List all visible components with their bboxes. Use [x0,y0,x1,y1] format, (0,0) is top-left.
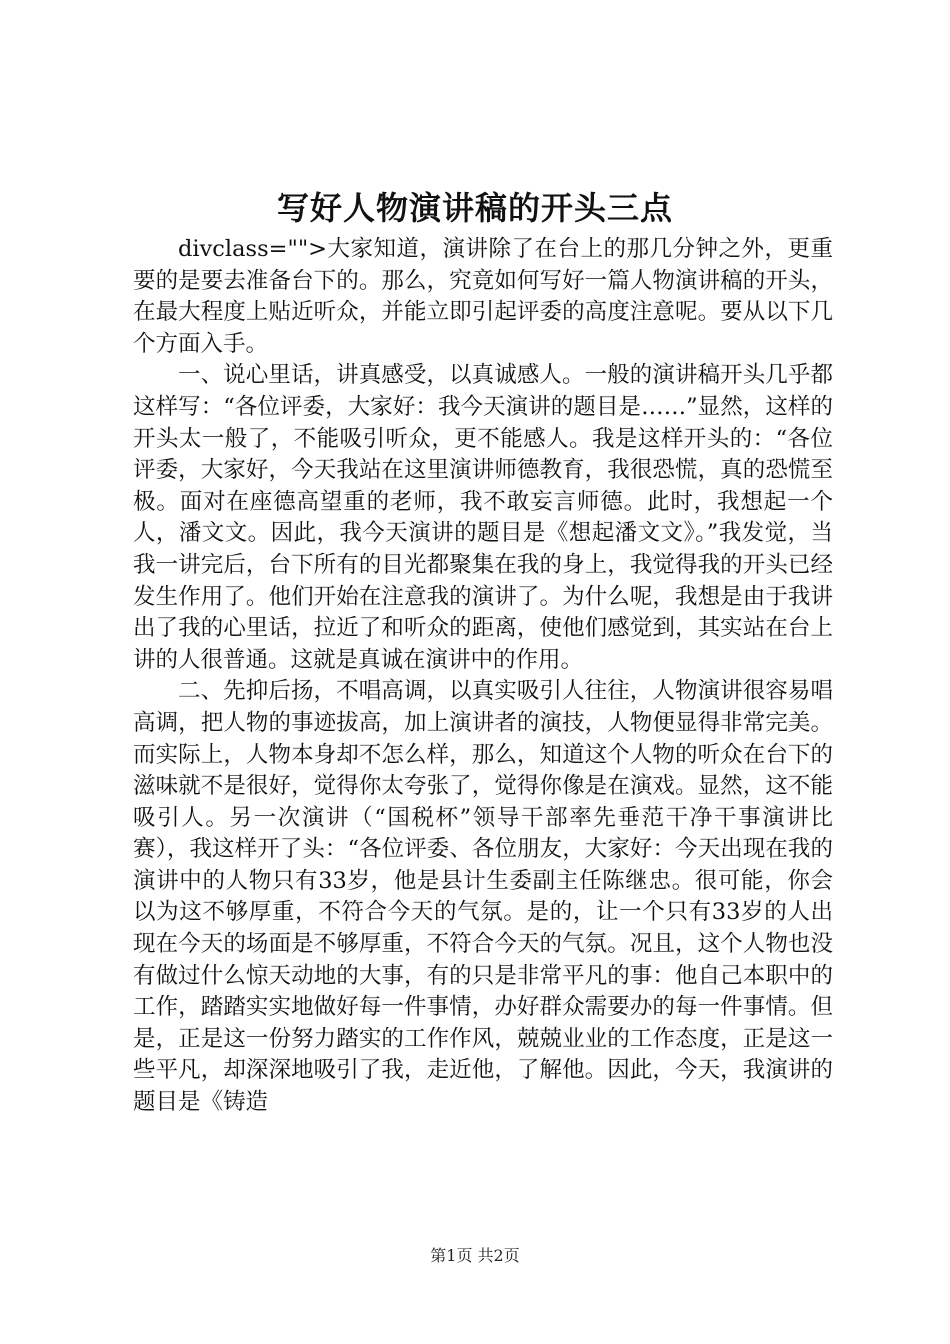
document-body [133,234,833,1119]
paragraph-point-two: 二、先抑后扬，不唱高调，以真实吸引人往往，人物演讲很容易唱高调，把人物的事迹拔高，加上演讲者的演技，人物便显得非常完美。而实际上，人物本身却不怎么样，那么，知道这个人物的听众在台下的滋味就不是很好，觉得你太夸张了，觉得你像是在演戏。显然，这不能吸引人。另一次演讲（“国税杯”领导干部率先垂范干净干事演讲比赛），我这样开了头：“各位评委、各位朋友，大家好：今天出现在我的演讲中的人物只有33岁，他是县计生委副主任陈继忠。很可能，你会以为这不够厚重，不符合今天的气氛。是的，让一个只有33岁的人出现在今天的场面是不够厚重，不符合今天的气氛。况且，这个人物也没有做过什么惊天动地的大事，有的只是非常平凡的事：他自己本职中的工作，踏踏实实地做好每一件事情，办好群众需要办的每一件事情。但是，正是这一份努力踏实的工作作风，兢兢业业的工作态度，正是这一些平凡，却深深地吸引了我，走近他，了解他。因此，今天，我演讲的题目是《铸造 [133,678,833,1116]
page-number-footer: 第1页 共2页 [430,1246,520,1265]
paragraph-intro: divclass="">大家知道，演讲除了在台上的那几分钟之外，更重要的是要去准备台下的。那么，究竟如何写好一篇人物演讲稿的开头，在最大程度上贴近听众，并能立即引起评委的高度注意呢。要从以下几个方面入手。 [133,236,833,357]
document-title: 写好人物演讲稿的开头三点 [276,189,673,227]
paragraph-point-one: 一、说心里话，讲真感受，以真诚感人。一般的演讲稿开头几乎都这样写：“各位评委，大家好：我今天演讲的题目是……”显然，这样的开头太一般了，不能吸引听众，更不能感人。我是这样开头的：“各位评委，大家好，今天我站在这里演讲师德教育，我很恐慌，真的恐慌至极。面对在座德高望重的老师，我不敢妄言师德。此时，我想起一个人，潘文文。因此，我今天演讲的题目是《想起潘文文》。”我发觉，当我一讲完后，台下所有的目光都聚集在我的身上，我觉得我的开头已经发生作用了。他们开始在注意我的演讲了。为什么呢，我想是由于我讲出了我的心里话，拉近了和听众的距离，使他们感觉到，其实站在台上讲的人很普通。这就是真诚在演讲中的作用。 [133,362,833,673]
